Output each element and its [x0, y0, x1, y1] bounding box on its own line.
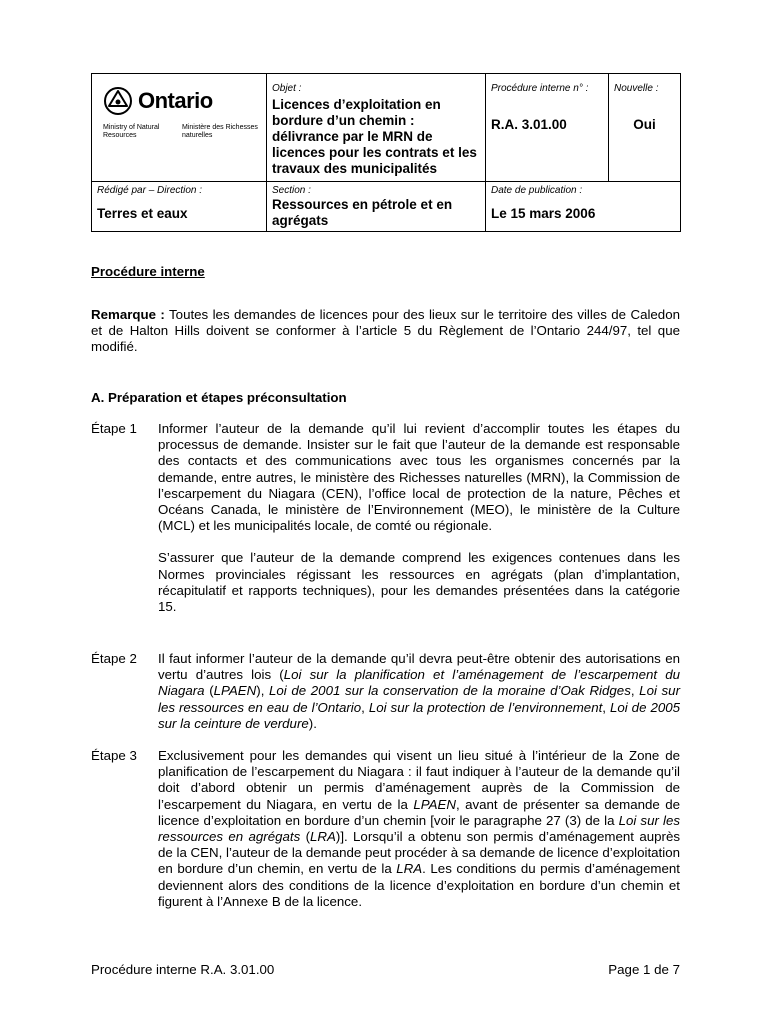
nouvelle-cell: [609, 74, 681, 182]
logo-cell: [92, 74, 267, 182]
ministry-names: [103, 124, 261, 140]
document-title: Procédure interne: [91, 264, 205, 279]
redige-cell: [92, 182, 267, 232]
objet-cell: [267, 74, 486, 182]
step-2-paragraph: Il faut informer l’auteur de la demande qu’il devra peut-être obtenir des autorisations en vertu d’autres lois (Loi sur la planification et l’aménagement de l’escarpement du Niagara (LPAEN), Loi de 2001 sur la conservation de la moraine d’Oak Ridges, Loi sur les ressources en eau de l’Ontario, Loi sur la protection de l’environnement, Loi de 2005 sur la ceinture de verdure).: [158, 651, 681, 731]
section-value: Ressources en pétrole et en agrégats: [272, 197, 453, 228]
header-table: [91, 73, 681, 232]
step-3: [91, 748, 680, 910]
procedure-label: Procédure interne n° :: [491, 83, 589, 94]
redige-value: Terres et eaux: [97, 206, 188, 221]
nouvelle-value: Oui: [633, 117, 656, 132]
date-value: Le 15 mars 2006: [491, 206, 596, 221]
remarque-text: Toutes les demandes de licences pour des lieux sur le territoire des villes de Caledon et de Halton Hills doivent se conformer à l’article 5 du Règlement de l’Ontario 244/97, tel que modifié.: [91, 307, 680, 355]
section-a-heading: A. Préparation et étapes préconsultation: [91, 390, 347, 405]
step-1-paragraph-1: Informer l’auteur de la demande qu’il lui revient d’accomplir toutes les étapes du processus de demande. Insister sur le fait que l’auteur de la demande est responsable des contacts et des communications avec tous les organismes concernés par la demande, entre autres, le ministère des Richesses naturelles (MRN), la Commission de l’escarpement du Niagara (CEN), l’office local de protection de la nature, Pêches et Océans Canada, le ministère de l’Environnement (MEO), le ministère de la Culture (MCL) et les municipalités locale, de comté ou régionale.: [158, 421, 680, 534]
ministry-fr: Ministère des Richesses naturelles: [182, 124, 258, 139]
remarque-label: Remarque :: [91, 307, 165, 322]
step-1-paragraph-2: S’assurer que l’auteur de la demande comprend les exigences contenues dans les Normes provinciales régissant les ressources en agrégats (plan d’implantation, récapitulatif et rapports techniques), pour les demandes présentées dans la catégorie 15.: [158, 550, 680, 615]
footer-page-number: Page 1 de 7: [608, 962, 680, 977]
ontario-wordmark: Ontario: [138, 88, 213, 113]
trillium-icon: [103, 86, 133, 116]
redige-label: Rédigé par – Direction :: [97, 185, 203, 196]
step-2: [91, 651, 680, 732]
ontario-logo: [103, 86, 261, 116]
nouvelle-label: Nouvelle :: [614, 83, 659, 94]
step-label: Étape 2: [91, 651, 137, 666]
section-cell: [267, 182, 486, 232]
date-label: Date de publication :: [491, 185, 583, 196]
date-cell: [486, 182, 681, 232]
footer-procedure: Procédure interne R.A. 3.01.00: [91, 962, 275, 977]
procedure-cell: [486, 74, 609, 182]
step-3-paragraph: Exclusivement pour les demandes qui visent un lieu situé à l’intérieur de la Zone de planification de l’escarpement du Niagara : il faut indiquer à l’auteur de la demande qu’il doit d’abord obtenir un permis d’aménagement auprès de la Commission de l’escarpement du Niagara, en vertu de la LPAEN, avant de présenter sa demande de licence d’exploitation en bordure d’un chemin [voir le paragraphe 27 (3) de la Loi sur les ressources en agrégats (LRA)]. Lorsqu’il a obtenu son permis d’aménagement auprès de la CEN, l’auteur de la demande peut procéder à sa demande de licence d’exploitation en bordure d’un chemin, en vertu de la LRA. Les conditions du permis d’aménagement deviennent alors des conditions de la licence d’exploitation en bordure d’un chemin et figurent à l’Annexe B de la licence.: [158, 748, 681, 909]
step-1: [91, 421, 680, 615]
objet-label: Objet :: [272, 83, 302, 94]
procedure-value: R.A. 3.01.00: [491, 117, 567, 132]
ministry-en: Ministry of Natural Resources: [103, 124, 160, 139]
section-label: Section :: [272, 185, 311, 196]
step-label: Étape 3: [91, 748, 137, 763]
step-label: Étape 1: [91, 421, 137, 436]
remarque-paragraph: [91, 307, 680, 356]
objet-value: Licences d’exploitation en bordure d’un chemin : délivrance par le MRN de licences pour les contrats et les travaux des municipalités: [272, 97, 477, 176]
